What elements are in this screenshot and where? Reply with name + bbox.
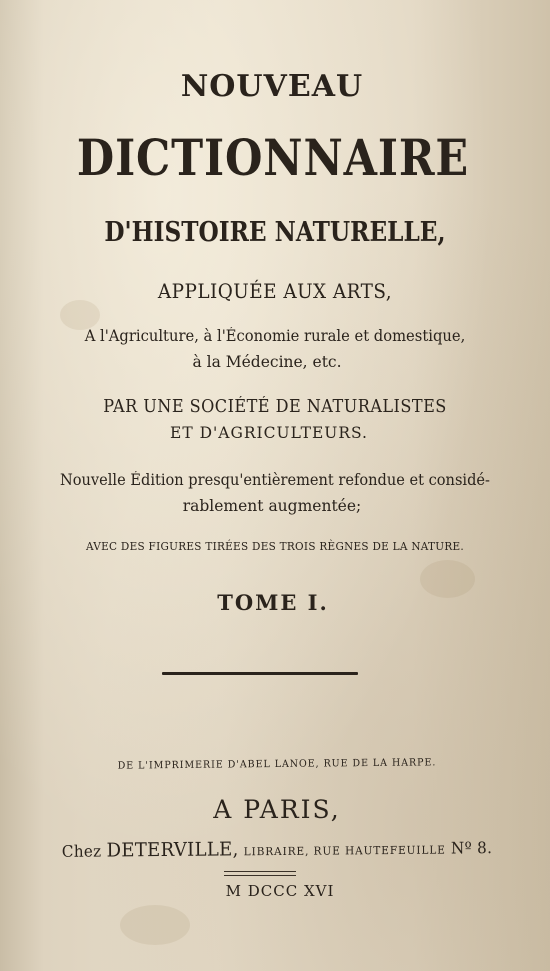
- publisher-name: DETERVILLE,: [106, 838, 239, 862]
- double-rule: [224, 871, 296, 876]
- paper-stain: [60, 300, 100, 330]
- authors-line-1: PAR UNE SOCIÉTÉ DE NATURALISTES: [103, 397, 447, 417]
- authors-line-2: ET D'AGRICULTEURS.: [170, 424, 368, 442]
- publication-place: A PARIS,: [213, 795, 341, 824]
- publisher-chez: Chez: [61, 841, 102, 861]
- publication-date: M DCCC XVI: [225, 882, 335, 900]
- title-nouveau: NOUVEAU: [180, 69, 364, 104]
- title-histoire-naturelle: D'HISTOIRE NATURELLE,: [104, 217, 446, 248]
- figures-note: AVEC DES FIGURES TIRÉES DES TROIS RÈGNES DE LA NATURE.: [85, 540, 465, 553]
- subtitle-agriculture-line-1: A l'Agriculture, à l'Économie rurale et domestique,: [84, 327, 466, 345]
- edition-note-line-2: rablement augmentée;: [182, 497, 362, 515]
- subtitle-agriculture-line-2: à la Médecine, etc.: [192, 353, 342, 371]
- divider-rule: [162, 672, 358, 675]
- subtitle-appliquee: APPLIQUÉE AUX ARTS,: [157, 279, 393, 303]
- publisher-address: LIBRAIRE, RUE HAUTEFEUILLE: [243, 843, 446, 859]
- edition-note-line-1: Nouvelle Édition presqu'entièrement refondue et considé-: [60, 471, 490, 489]
- printer-line: DE L'IMPRIMERIE D'ABEL LANOE, RUE DE LA HARPE.: [117, 757, 437, 772]
- publisher-number: Nº 8.: [450, 838, 493, 858]
- volume-number: TOME I.: [217, 590, 329, 615]
- paper-stain: [120, 905, 190, 945]
- publisher-line: [16, 838, 539, 862]
- title-dictionnaire: DICTIONNAIRE: [76, 128, 470, 187]
